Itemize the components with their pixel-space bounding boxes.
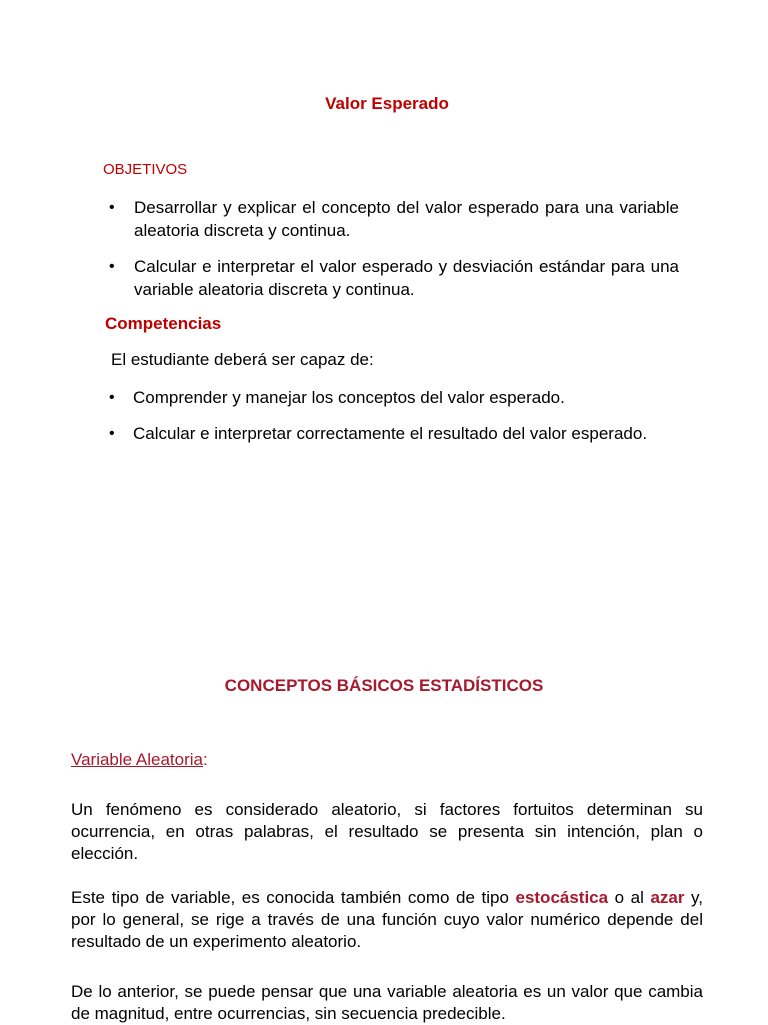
objectives-heading: OBJETIVOS [103,161,188,178]
bullet-icon: • [109,389,115,406]
objective-text: Calcular e interpretar el valor esperado y desviación estándar para una variable aleatoria discreta y continua. [134,257,679,299]
objectives-list [106,196,679,314]
bullet-icon: • [109,258,115,275]
competencias-intro: El estudiante deberá ser capaz de: [111,350,374,369]
paragraph-definition: Un fenómeno es considerado aleatorio, si factores fortuitos determinan su ocurrencia, en otras palabras, el resultado se presenta sin intención, plan o elección. [71,800,703,863]
list-item [106,196,679,242]
paragraph-text: y, por lo general, se rige a través de una función cuyo valor numérico depende del resultado de un experimento aleatorio. [71,888,703,951]
paragraph-text: o al [608,888,651,907]
competencia-text: Calcular e interpretar correctamente el resultado del valor esperado. [133,424,648,443]
bullet-icon: • [109,425,115,442]
bullet-icon: • [109,199,115,216]
objective-text: Desarrollar y explicar el concepto del valor esperado para una variable aleatoria discreta y continua. [134,198,679,240]
variable-aleatoria-heading [71,750,208,770]
list-item [106,255,679,301]
list-item [106,422,679,445]
competencias-list [106,386,679,458]
competencia-text: Comprender y manejar los conceptos del valor esperado. [133,388,565,407]
highlight-azar: azar [650,888,685,907]
section-title: CONCEPTOS BÁSICOS ESTADÍSTICOS [224,676,544,695]
competencias-heading: Competencias [105,314,222,333]
paragraph-conclusion: De lo anterior, se puede pensar que una variable aleatoria es un valor que cambia de magnitud, entre ocurrencias, sin secuencia predecible. [71,982,703,1023]
variable-aleatoria-label: Variable Aleatoria [71,750,203,769]
list-item [106,386,679,409]
paragraph-text: Este tipo de variable, es conocida también como de tipo [71,888,516,907]
highlight-estocastica: estocástica [515,888,609,907]
heading-colon: : [203,750,208,769]
paragraph-stochastic [71,887,703,953]
page-title: Valor Esperado [325,94,449,113]
